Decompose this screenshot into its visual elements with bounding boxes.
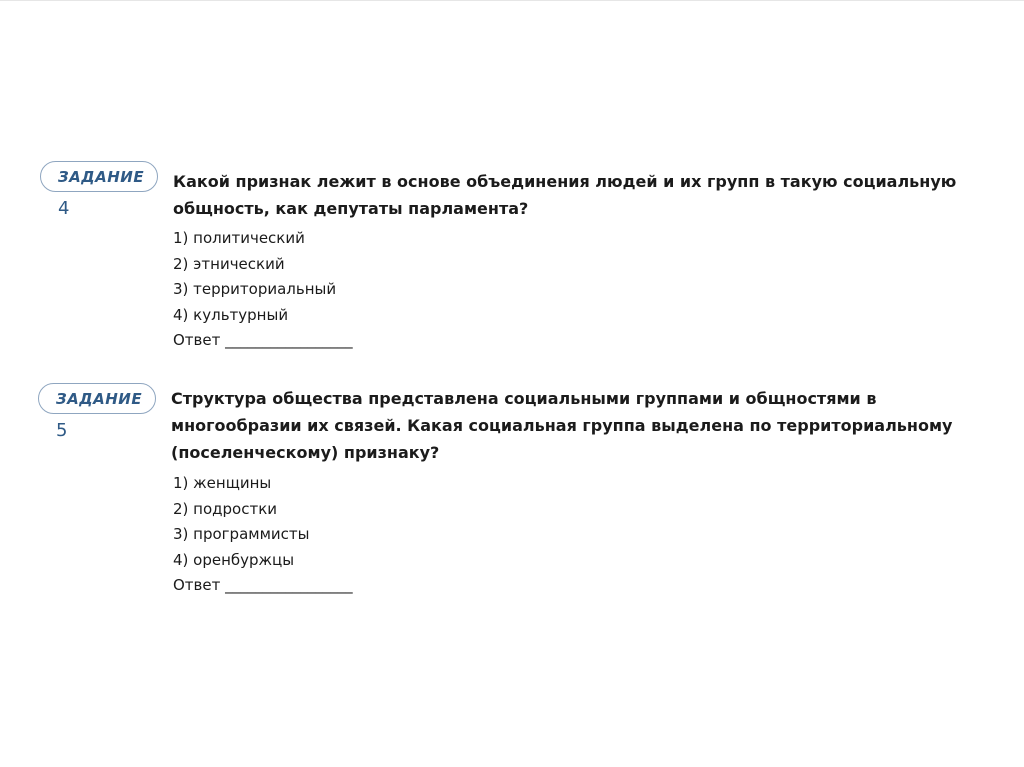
answer-line: Ответ _________________ xyxy=(173,576,353,594)
answer-line: Ответ _________________ xyxy=(173,331,353,349)
option-1: 1) женщины xyxy=(173,474,272,492)
task-badge xyxy=(38,383,156,414)
task-number: 5 xyxy=(56,420,68,441)
task-badge-label: ЗАДАНИЕ xyxy=(58,168,145,186)
question-text: Структура общества представлена социальными группами и общностями в многообразии их связей. Какая социальная группа выделена по территориальному (поселенческому) признаку? xyxy=(171,389,953,462)
option-3: 3) программисты xyxy=(173,525,310,543)
answer-options xyxy=(173,471,353,599)
task-badge-label: ЗАДАНИЕ xyxy=(56,390,143,408)
option-1: 1) политический xyxy=(173,229,305,247)
question-text: Какой признак лежит в основе объединения людей и их групп в такую социальную общность, как депутаты парламента? xyxy=(173,172,957,218)
top-divider xyxy=(0,0,1024,1)
option-2: 2) подростки xyxy=(173,499,278,518)
option-2: 2) этнический xyxy=(173,254,285,273)
option-3: 3) территориальный xyxy=(173,280,337,298)
task-number: 4 xyxy=(58,198,70,219)
option-4: 4) культурный xyxy=(173,305,289,324)
task-badge xyxy=(40,161,158,192)
option-4: 4) оренбуржцы xyxy=(173,550,295,569)
answer-options xyxy=(173,226,353,354)
